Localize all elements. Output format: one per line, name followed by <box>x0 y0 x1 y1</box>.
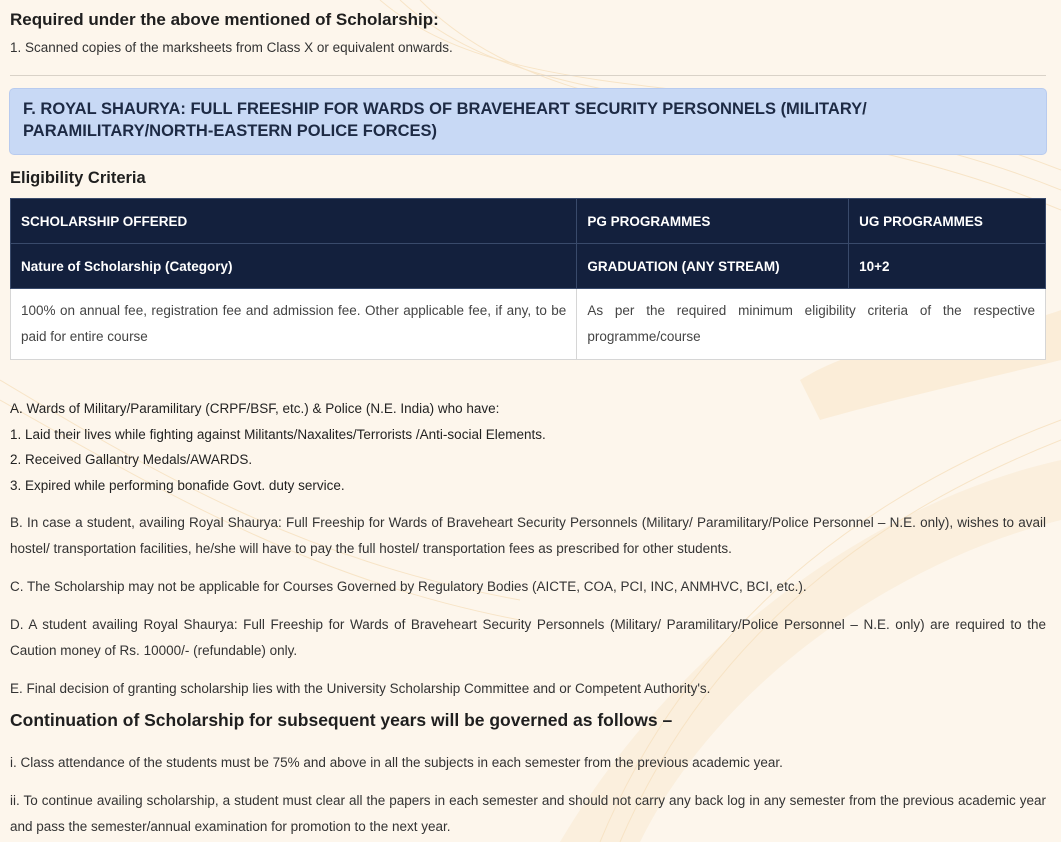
clause-a <box>10 396 1046 498</box>
table-row <box>11 244 1046 289</box>
section-title-box <box>10 89 1046 154</box>
clause-e: E. Final decision of granting scholarship lies with the University Scholarship Committee and or Competent Authority's. <box>10 681 711 696</box>
continuation-item: ii. To continue availing scholarship, a student must clear all the papers in each semester and should not carry any back log in any semester from the previous academic year and pass the semester/annual examination for promotion to the next year. <box>10 792 1046 834</box>
required-heading: Required under the above mentioned of Scholarship: <box>10 10 439 29</box>
eligibility-heading: Eligibility Criteria <box>10 169 146 187</box>
section-title-line: F. ROYAL SHAURYA: FULL FREESHIP FOR WARDS OF BRAVEHEART SECURITY PERSONNELS (MILITARY/ <box>23 100 867 118</box>
clause-d: D. A student availing Royal Shaurya: Full Freeship for Wards of Braveheart Security Personnels (Military/ Paramilitary/Police Personnel – N.E. only) are required to the Caution money of Rs. 10000/- (refundable) only. <box>10 617 1046 658</box>
clause-a-intro: A. Wards of Military/Paramilitary (CRPF/BSF, etc.) & Police (N.E. India) who have: <box>10 401 500 416</box>
table-cell: Nature of Scholarship (Category) <box>11 244 577 289</box>
table-cell-criteria: As per the required minimum eligibility criteria of the respective programme/course <box>577 289 1046 360</box>
table-header-cell: SCHOLARSHIP OFFERED <box>11 199 577 244</box>
table-cell-offer: 100% on annual fee, registration fee and admission fee. Other applicable fee, if any, to be paid for entire course <box>11 289 577 360</box>
clause-c: C. The Scholarship may not be applicable for Courses Governed by Regulatory Bodies (AICTE, COA, PCI, INC, ANMHVC, BCI, etc.). <box>10 579 807 594</box>
table-header-cell: PG PROGRAMMES <box>577 199 849 244</box>
eligibility-table <box>10 198 1046 360</box>
section-title-line: PARAMILITARY/NORTH-EASTERN POLICE FORCES) <box>23 122 438 140</box>
table-cell: 10+2 <box>849 244 1046 289</box>
table-header-cell: UG PROGRAMMES <box>849 199 1046 244</box>
table-cell: GRADUATION (ANY STREAM) <box>577 244 849 289</box>
table-row <box>11 289 1046 360</box>
required-item: 1. Scanned copies of the marksheets from Class X or equivalent onwards. <box>10 40 453 55</box>
clause-a-item: 2. Received Gallantry Medals/AWARDS. <box>10 452 253 467</box>
table-header-row <box>11 199 1046 244</box>
divider <box>10 75 1046 76</box>
clause-a-item: 1. Laid their lives while fighting against Militants/Naxalites/Terrorists /Anti-social Elements. <box>10 426 546 442</box>
clause-b: B. In case a student, availing Royal Shaurya: Full Freeship for Wards of Braveheart Security Personnels (Military/ Paramilitary/Police Personnel – N.E. only), wishes to avail hostel/ transportation facilities, he/she will have to pay the full hostel/ transportation fees as prescribed for other students. <box>10 515 1046 556</box>
clause-a-item: 3. Expired while performing bonafide Govt. duty service. <box>10 477 345 493</box>
continuation-item: i. Class attendance of the students must be 75% and above in all the subjects in each semester from the previous academic year. <box>10 754 783 770</box>
continuation-heading: Continuation of Scholarship for subsequent years will be governed as follows – <box>10 710 673 730</box>
